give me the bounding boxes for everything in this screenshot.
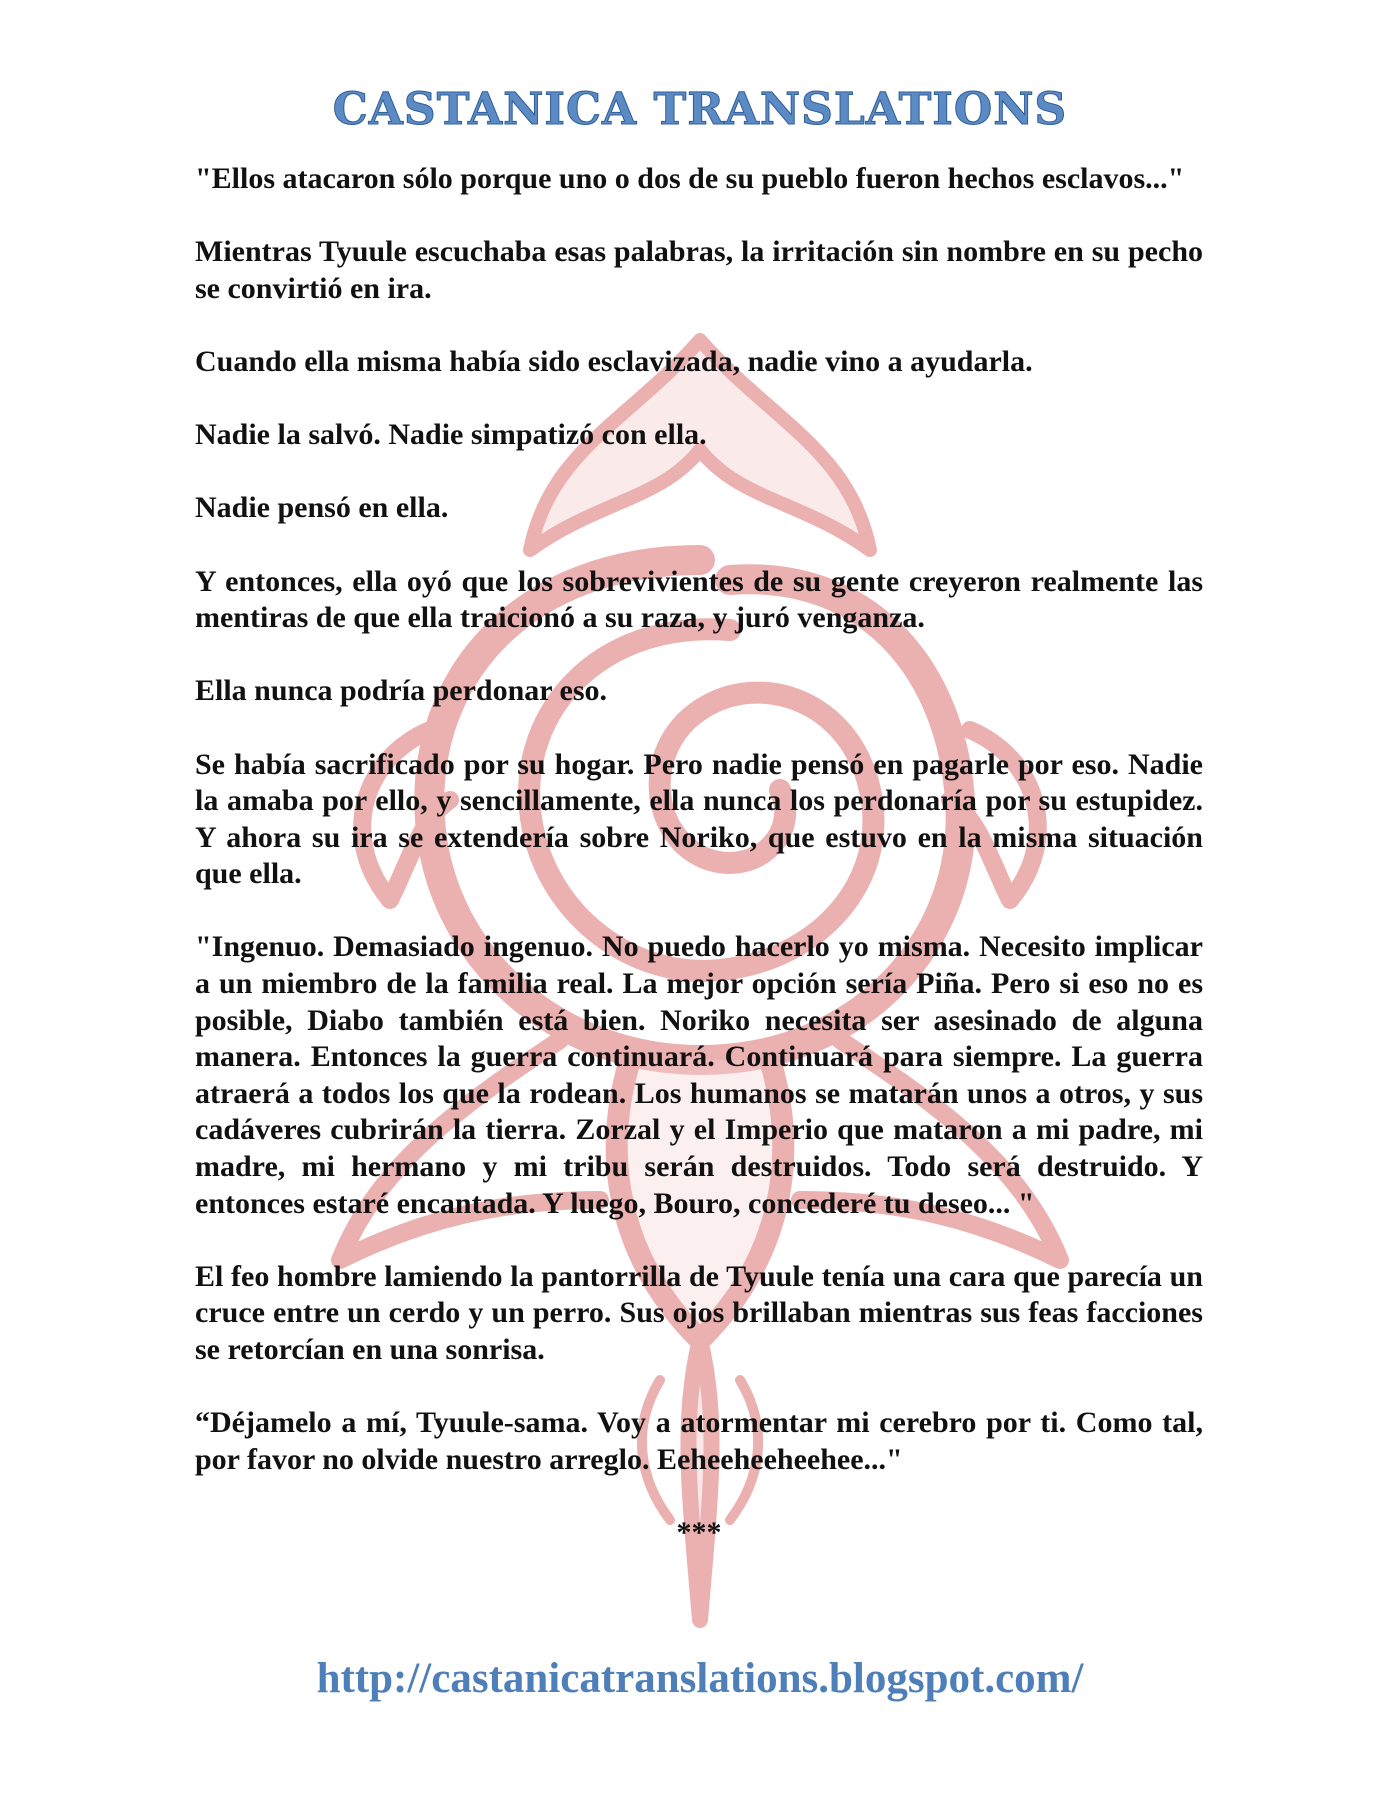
paragraph: El feo hombre lamiendo la pantorrilla de Tyuule tenía una cara que parecía un cruce entre un cerdo y un perro. Sus ojos brillaban mientras sus feas facciones se retorcían en una sonrisa. (195, 1259, 1203, 1366)
paragraph: Mientras Tyuule escuchaba esas palabras, la irritación sin nombre en su pecho se convirtió en ira. (195, 235, 1203, 305)
footer-url-link[interactable]: http://castanicatranslations.blogspot.com/ (316, 1655, 1084, 1702)
paragraph: Y entonces, ella oyó que los sobrevivientes de su gente creyeron realmente las mentiras de que ella traicionó a su raza, y juró venganza. (195, 564, 1203, 635)
paragraph: "Ellos atacaron sólo porque uno o dos de su pueblo fueron hechos esclavos..." (195, 162, 1185, 195)
paragraph: Se había sacrificado por su hogar. Pero nadie pensó en pagarle por eso. Nadie la amaba por ello, y sencillamente, ella nunca los perdonaría por su estupidez. Y ahora su ira se extendería sobre Noriko, que estuvo en la misma situación que ella. (195, 747, 1203, 891)
paragraph: “Déjamelo a mí, Tyuule-sama. Voy a atormentar mi cerebro por ti. Como tal, por favor no olvide nuestro arreglo. Eeheeheeheehee..." (195, 1406, 1203, 1476)
paragraph: Nadie la salvó. Nadie simpatizó con ella. (195, 418, 707, 452)
paragraph: Cuando ella misma había sido esclavizada, nadie vino a ayudarla. (195, 344, 1033, 378)
site-header-title: CASTANICA TRANSLATIONS (332, 84, 1068, 135)
paragraph: "Ingenuo. Demasiado ingenuo. No puedo hacerlo yo misma. Necesito implicar a un miembro de la familia real. La mejor opción sería Piña. Pero si eso no es posible, Diabo también está bien. Noriko necesita ser asesinado de alguna manera. Entonces la guerra continuará. Continuará para siempre. La guerra atraerá a todos los que la rodean. Los humanos se matarán unos a otros, y sus cadáveres cubrirán la tierra. Zorzal y el Imperio que mataron a mi padre, mi madre, mi hermano y mi tribu serán destruidos. Todo será destruido. Y entonces estaré encantada. Y luego, Bouro, concederé tu deseo... " (195, 930, 1203, 1220)
body-text (195, 161, 1203, 1588)
paragraph: Nadie pensó en ella. (195, 491, 449, 525)
paragraph: Ella nunca podría perdonar eso. (195, 674, 608, 708)
scene-separator: *** (676, 1515, 722, 1549)
